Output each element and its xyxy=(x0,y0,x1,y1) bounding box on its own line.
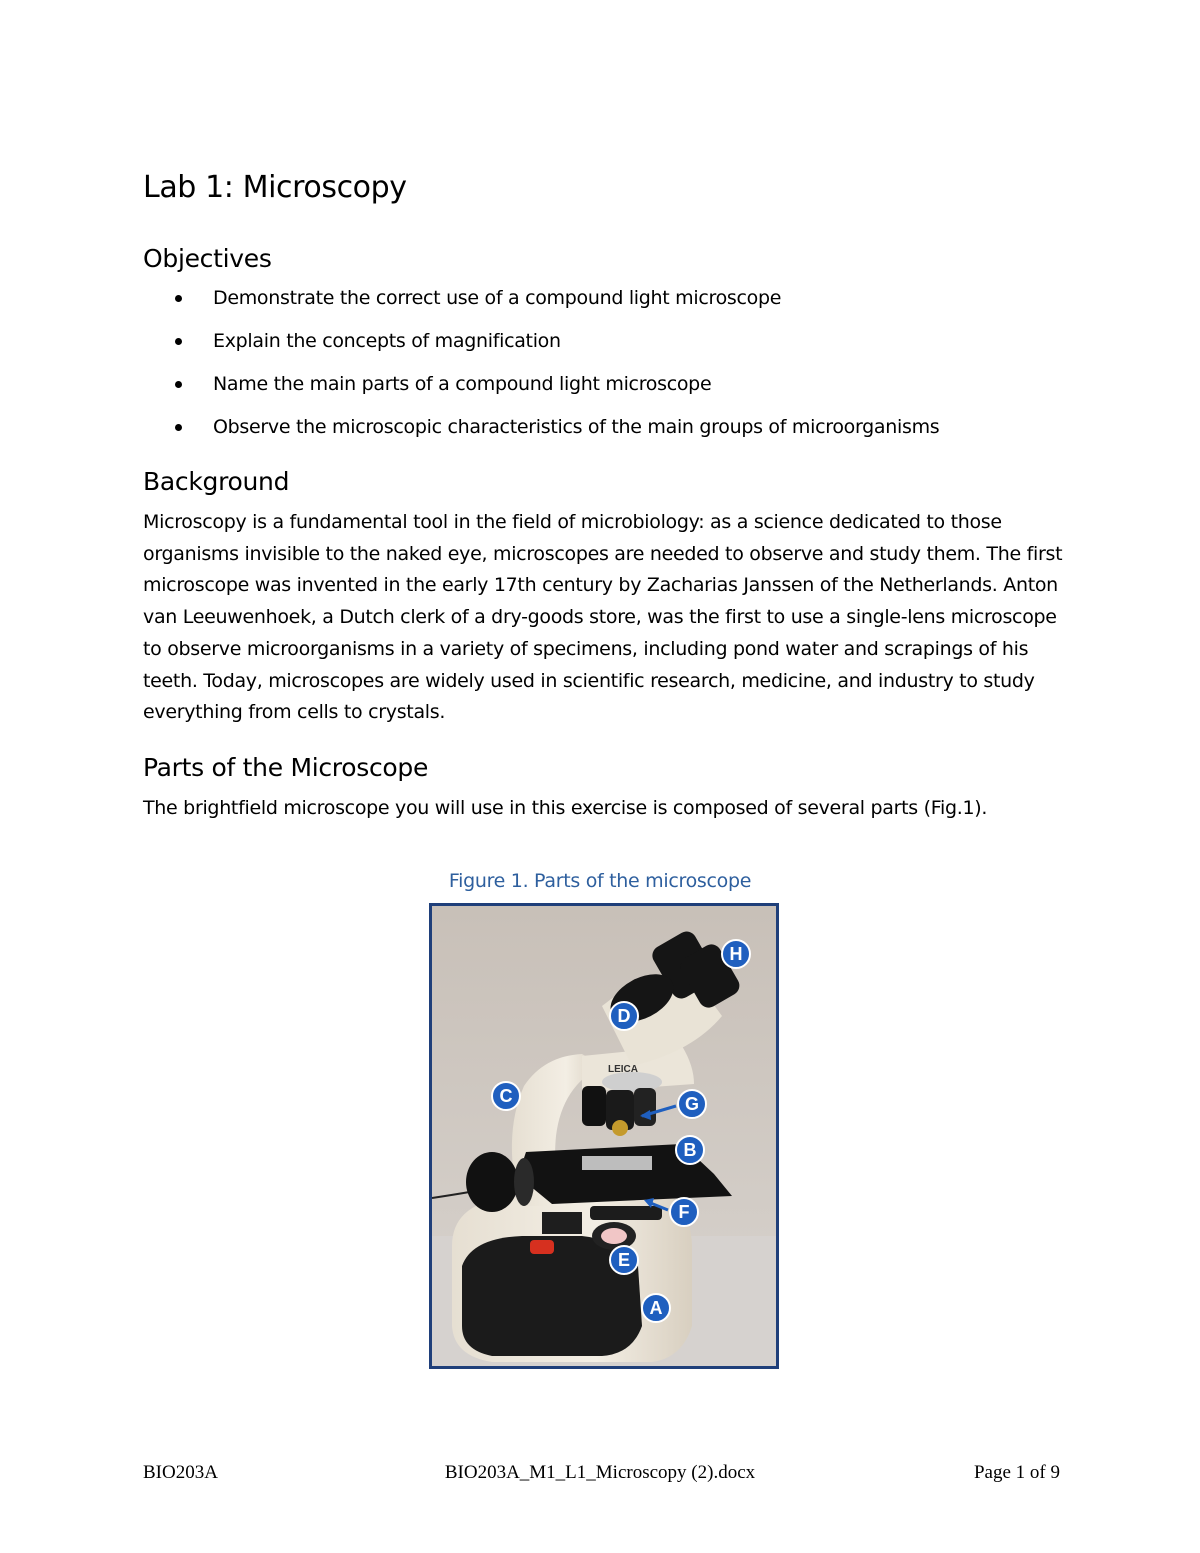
label-e xyxy=(610,1246,638,1274)
svg-text:A: A xyxy=(649,1298,663,1318)
page-title: Lab 1: Microscopy xyxy=(143,170,407,205)
label-f xyxy=(670,1198,698,1226)
svg-text:D: D xyxy=(617,1006,631,1026)
bullet-icon xyxy=(175,295,182,302)
svg-text:B: B xyxy=(683,1140,697,1160)
label-b xyxy=(676,1136,704,1164)
label-h xyxy=(722,940,750,968)
list-item: Demonstrate the correct use of a compound light microscope xyxy=(143,284,1073,312)
bullet-icon xyxy=(175,338,182,345)
objectives-heading: Objectives xyxy=(143,244,272,273)
svg-text:F: F xyxy=(678,1202,690,1222)
label-d xyxy=(610,1002,638,1030)
figure-caption: Figure 1. Parts of the microscope xyxy=(448,870,752,892)
background-heading: Background xyxy=(143,467,290,496)
bullet-icon xyxy=(175,424,182,431)
figure-image xyxy=(429,903,779,1369)
footer-page-number: Page 1 of 9 xyxy=(973,1462,1060,1483)
objectives-list xyxy=(143,284,1073,441)
label-a xyxy=(642,1294,670,1322)
footer-filename: BIO203A_M1_L1_Microscopy (2).docx xyxy=(444,1462,756,1483)
parts-paragraph: The brightfield microscope you will use in this exercise is composed of several parts (Fig.1). xyxy=(143,796,988,819)
brand-text: LEICA xyxy=(608,1064,638,1075)
label-g xyxy=(678,1090,706,1118)
background-paragraph: Microscopy is a fundamental tool in the field of microbiology: as a science dedicated to those organisms invisible to the naked eye, microscopes are needed to observe and study them. The first microscope was invented in the early 17th century by Zacharias Janssen of the Netherlands. Anton van Leeuwenhoek, a Dutch clerk of a dry-goods store, was the first to use a single-lens microscope to observe microorganisms in a variety of specimens, including pond water and scrapings of his teeth. Today, microscopes are widely used in scientific research, medicine, and industry to study everything from cells to crystals. xyxy=(143,511,1063,724)
list-item: Explain the concepts of magnification xyxy=(143,327,1073,355)
footer-course: BIO203A xyxy=(143,1462,218,1483)
list-item: Name the main parts of a compound light microscope xyxy=(143,370,1073,398)
svg-text:G: G xyxy=(684,1094,700,1114)
label-c xyxy=(492,1082,520,1110)
svg-text:H: H xyxy=(729,944,743,964)
microscope-illustration xyxy=(432,906,776,1366)
parts-heading: Parts of the Microscope xyxy=(143,752,429,782)
bullet-icon xyxy=(175,381,182,388)
list-item: Observe the microscopic characteristics of the main groups of microorganisms xyxy=(143,413,1073,441)
document-body xyxy=(143,166,1073,847)
svg-text:C: C xyxy=(499,1086,513,1106)
svg-text:E: E xyxy=(617,1250,631,1270)
